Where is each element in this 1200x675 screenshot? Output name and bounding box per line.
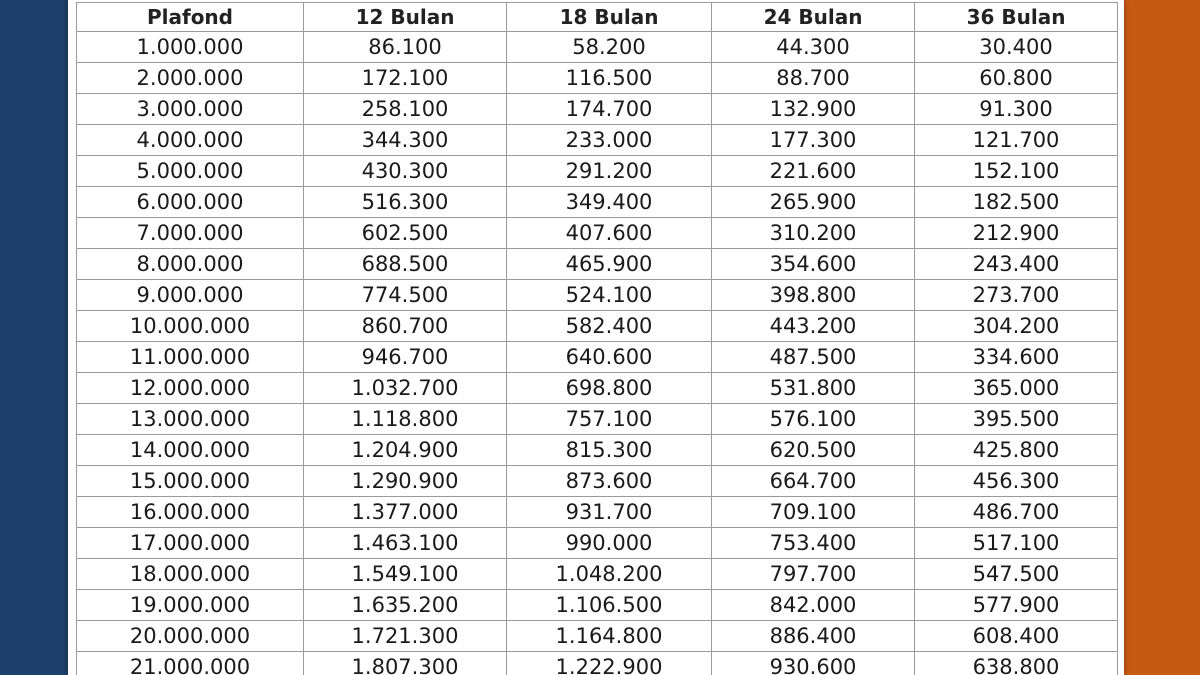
cell-12-bulan: 1.721.300 [304,621,507,652]
cell-18-bulan: 698.800 [507,373,712,404]
cell-24-bulan: 443.200 [712,311,915,342]
cell-24-bulan: 487.500 [712,342,915,373]
cell-36-bulan: 334.600 [915,342,1118,373]
cell-18-bulan: 465.900 [507,249,712,280]
cell-12-bulan: 86.100 [304,32,507,63]
header-36-bulan: 36 Bulan [915,3,1118,32]
cell-24-bulan: 709.100 [712,497,915,528]
cell-18-bulan: 233.000 [507,125,712,156]
table-row [77,528,1118,559]
cell-24-bulan: 930.600 [712,652,915,675]
cell-18-bulan: 1.048.200 [507,559,712,590]
cell-12-bulan: 172.100 [304,63,507,94]
cell-18-bulan: 640.600 [507,342,712,373]
cell-12-bulan: 1.635.200 [304,590,507,621]
cell-24-bulan: 842.000 [712,590,915,621]
table-row [77,621,1118,652]
cell-12-bulan: 344.300 [304,125,507,156]
cell-plafond: 4.000.000 [77,125,304,156]
cell-36-bulan: 273.700 [915,280,1118,311]
cell-plafond: 9.000.000 [77,280,304,311]
cell-plafond: 5.000.000 [77,156,304,187]
cell-plafond: 12.000.000 [77,373,304,404]
table-row [77,373,1118,404]
cell-plafond: 14.000.000 [77,435,304,466]
cell-24-bulan: 221.600 [712,156,915,187]
cell-12-bulan: 1.118.800 [304,404,507,435]
cell-plafond: 16.000.000 [77,497,304,528]
cell-24-bulan: 177.300 [712,125,915,156]
table-row [77,249,1118,280]
cell-18-bulan: 291.200 [507,156,712,187]
installment-table [76,2,1118,675]
cell-plafond: 20.000.000 [77,621,304,652]
table-row [77,497,1118,528]
table-row [77,63,1118,94]
cell-12-bulan: 1.807.300 [304,652,507,675]
table-row [77,466,1118,497]
cell-36-bulan: 517.100 [915,528,1118,559]
cell-36-bulan: 91.300 [915,94,1118,125]
cell-18-bulan: 757.100 [507,404,712,435]
cell-36-bulan: 486.700 [915,497,1118,528]
cell-36-bulan: 456.300 [915,466,1118,497]
cell-24-bulan: 398.800 [712,280,915,311]
cell-plafond: 1.000.000 [77,32,304,63]
table-row [77,32,1118,63]
table-row [77,404,1118,435]
cell-36-bulan: 547.500 [915,559,1118,590]
cell-36-bulan: 212.900 [915,218,1118,249]
cell-24-bulan: 664.700 [712,466,915,497]
cell-plafond: 7.000.000 [77,218,304,249]
cell-36-bulan: 30.400 [915,32,1118,63]
cell-24-bulan: 354.600 [712,249,915,280]
table-body [77,32,1118,675]
cell-24-bulan: 88.700 [712,63,915,94]
table-header-row [77,3,1118,32]
header-plafond: Plafond [77,3,304,32]
table-row [77,218,1118,249]
cell-18-bulan: 815.300 [507,435,712,466]
table-row [77,435,1118,466]
cell-12-bulan: 602.500 [304,218,507,249]
cell-36-bulan: 577.900 [915,590,1118,621]
cell-plafond: 13.000.000 [77,404,304,435]
cell-36-bulan: 243.400 [915,249,1118,280]
cell-12-bulan: 516.300 [304,187,507,218]
left-blue-band [0,0,72,675]
table-row [77,187,1118,218]
cell-24-bulan: 44.300 [712,32,915,63]
cell-plafond: 15.000.000 [77,466,304,497]
cell-12-bulan: 1.463.100 [304,528,507,559]
cell-24-bulan: 797.700 [712,559,915,590]
cell-12-bulan: 1.032.700 [304,373,507,404]
cell-12-bulan: 860.700 [304,311,507,342]
cell-plafond: 6.000.000 [77,187,304,218]
table-row [77,125,1118,156]
cell-plafond: 3.000.000 [77,94,304,125]
cell-plafond: 18.000.000 [77,559,304,590]
cell-12-bulan: 430.300 [304,156,507,187]
cell-24-bulan: 265.900 [712,187,915,218]
cell-18-bulan: 524.100 [507,280,712,311]
cell-24-bulan: 310.200 [712,218,915,249]
cell-plafond: 17.000.000 [77,528,304,559]
cell-24-bulan: 576.100 [712,404,915,435]
table-sheet [68,0,1124,675]
cell-12-bulan: 258.100 [304,94,507,125]
cell-24-bulan: 886.400 [712,621,915,652]
header-12-bulan: 12 Bulan [304,3,507,32]
cell-12-bulan: 774.500 [304,280,507,311]
cell-12-bulan: 1.549.100 [304,559,507,590]
cell-plafond: 11.000.000 [77,342,304,373]
cell-24-bulan: 132.900 [712,94,915,125]
cell-18-bulan: 582.400 [507,311,712,342]
cell-plafond: 21.000.000 [77,652,304,675]
table-row [77,94,1118,125]
table-row [77,559,1118,590]
cell-36-bulan: 425.800 [915,435,1118,466]
table-row [77,280,1118,311]
cell-36-bulan: 182.500 [915,187,1118,218]
cell-12-bulan: 688.500 [304,249,507,280]
cell-18-bulan: 407.600 [507,218,712,249]
cell-24-bulan: 531.800 [712,373,915,404]
cell-12-bulan: 1.290.900 [304,466,507,497]
table-row [77,311,1118,342]
cell-36-bulan: 304.200 [915,311,1118,342]
cell-18-bulan: 931.700 [507,497,712,528]
cell-plafond: 2.000.000 [77,63,304,94]
cell-18-bulan: 349.400 [507,187,712,218]
cell-12-bulan: 946.700 [304,342,507,373]
cell-36-bulan: 152.100 [915,156,1118,187]
cell-36-bulan: 608.400 [915,621,1118,652]
cell-18-bulan: 873.600 [507,466,712,497]
cell-24-bulan: 753.400 [712,528,915,559]
table-row [77,590,1118,621]
cell-36-bulan: 638.800 [915,652,1118,675]
table-row [77,342,1118,373]
cell-18-bulan: 1.106.500 [507,590,712,621]
header-18-bulan: 18 Bulan [507,3,712,32]
cell-18-bulan: 116.500 [507,63,712,94]
cell-36-bulan: 395.500 [915,404,1118,435]
cell-18-bulan: 174.700 [507,94,712,125]
cell-36-bulan: 60.800 [915,63,1118,94]
cell-plafond: 19.000.000 [77,590,304,621]
table-row [77,156,1118,187]
cell-36-bulan: 365.000 [915,373,1118,404]
cell-18-bulan: 58.200 [507,32,712,63]
cell-18-bulan: 990.000 [507,528,712,559]
cell-12-bulan: 1.204.900 [304,435,507,466]
cell-36-bulan: 121.700 [915,125,1118,156]
cell-plafond: 8.000.000 [77,249,304,280]
cell-18-bulan: 1.164.800 [507,621,712,652]
cell-plafond: 10.000.000 [77,311,304,342]
cell-18-bulan: 1.222.900 [507,652,712,675]
header-24-bulan: 24 Bulan [712,3,915,32]
cell-12-bulan: 1.377.000 [304,497,507,528]
cell-24-bulan: 620.500 [712,435,915,466]
right-orange-band [1120,0,1200,675]
table-row [77,652,1118,675]
